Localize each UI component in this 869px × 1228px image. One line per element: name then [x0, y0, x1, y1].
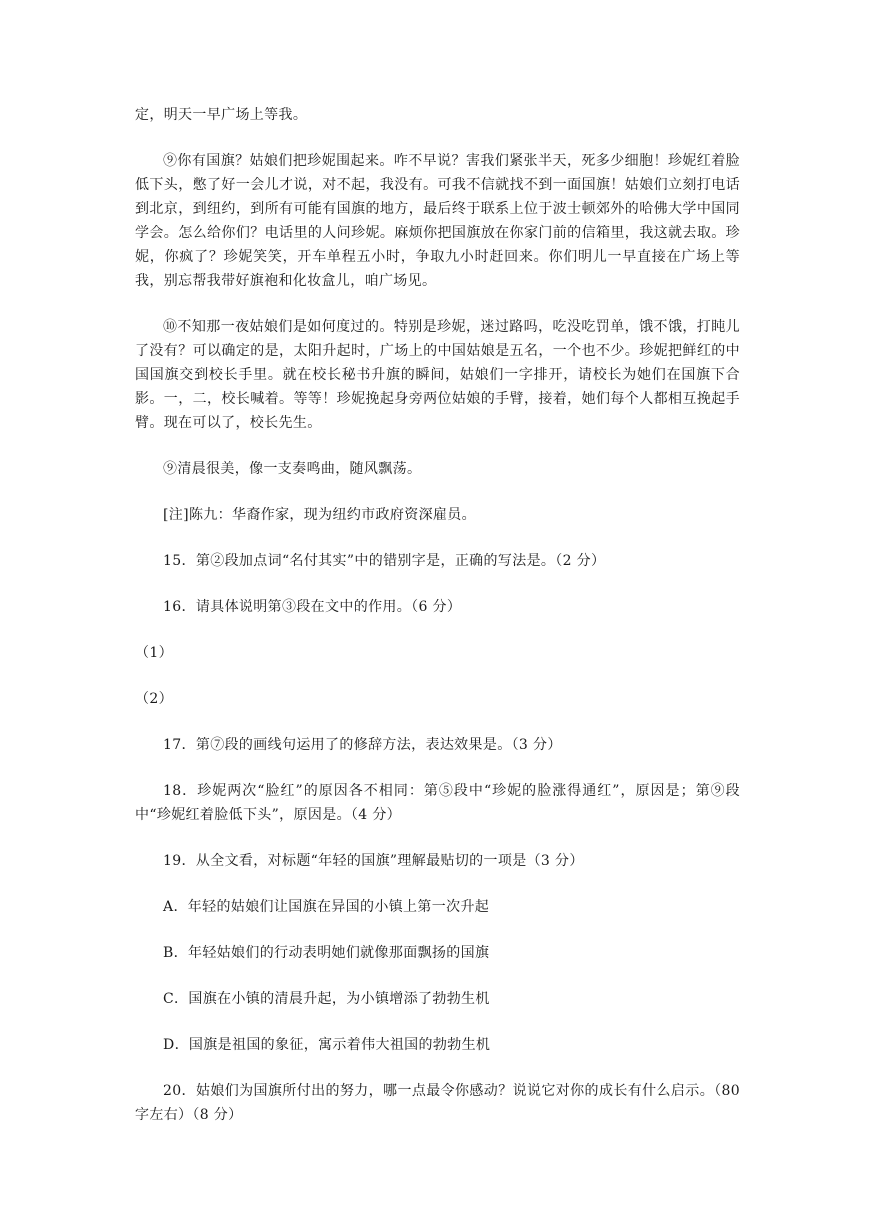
- question-20: 20．姑娘们为国旗所付出的努力，哪一点最令你感动？说说它对你的成长有什么启示。（80 字左右）（8 分）: [135, 1083, 740, 1123]
- question-18: 18．珍妮两次“脸红”的原因各不相同：第⑤段中“珍妮的脸涨得通红”，原因是；第⑨段中“珍妮红着脸低下头”，原因是。（4 分）: [135, 783, 740, 823]
- paragraph-10: ⑩不知那一夜姑娘们是如何度过的。特别是珍妮，迷过路吗，吃没吃罚单，饿不饿，打盹儿了没有？可以确定的是，太阳升起时，广场上的中国姑娘是五名，一个也不少。珍妮把鲜红的中国国旗交到校长手里。就在校长秘书升旗的瞬间，姑娘们一字排开，请校长为她们在国旗下合影。一，二，校长喊着。等等！珍妮挽起身旁两位姑娘的手臂，接着，她们每个人都相互挽起手臂。现在可以了，校长先生。: [135, 319, 740, 431]
- paragraph-11: ⑨清晨很美，像一支奏鸣曲，随风飘荡。: [163, 461, 422, 477]
- author-note: [注]陈九：华裔作家，现为纽约市政府资深雇员。: [163, 507, 476, 523]
- question-16-part-2: （2）: [135, 691, 173, 707]
- question-19: 19．从全文看，对标题“年轻的国旗”理解最贴切的一项是（3 分）: [163, 853, 584, 869]
- question-19-options: [135, 895, 740, 1057]
- option-a: A．年轻的姑娘们让国旗在异国的小镇上第一次升起: [163, 899, 490, 915]
- question-15: 15．第②段加点词“名付其实”中的错别字是，正确的写法是。（2 分）: [163, 553, 606, 569]
- option-b: B．年轻姑娘们的行动表明她们就像那面飘扬的国旗: [163, 945, 490, 961]
- document-content: [135, 103, 740, 1149]
- question-16: 16．请具体说明第③段在文中的作用。（6 分）: [163, 599, 462, 615]
- option-d: D．国旗是祖国的象征，寓示着伟大祖国的勃勃生机: [163, 1037, 491, 1053]
- question-17: 17．第⑦段的画线句运用了的修辞方法，表达效果是。（3 分）: [163, 737, 562, 753]
- paragraph-continuation: 定，明天一早广场上等我。: [135, 107, 308, 123]
- question-16-part-1: （1）: [135, 645, 173, 661]
- paragraph-9: ⑨你有国旗？姑娘们把珍妮围起来。咋不早说？害我们紧张半天，死多少细胞！珍妮红着脸低下头，憋了好一会儿才说，对不起，我没有。可我不信就找不到一面国旗！姑娘们立刻打电话到北京，到纽约，到所有可能有国旗的地方，最后终于联系上位于波士顿郊外的哈佛大学中国同学会。怎么给你们？电话里的人问珍妮。麻烦你把国旗放在你家门前的信箱里，我这就去取。珍妮，你疯了？珍妮笑笑，开车单程五小时，争取九小时赶回来。你们明儿一早直接在广场上等我，别忘帮我带好旗袍和化妆盒儿，咱广场见。: [135, 153, 740, 289]
- option-c: C．国旗在小镇的清晨升起，为小镇增添了勃勃生机: [163, 991, 490, 1007]
